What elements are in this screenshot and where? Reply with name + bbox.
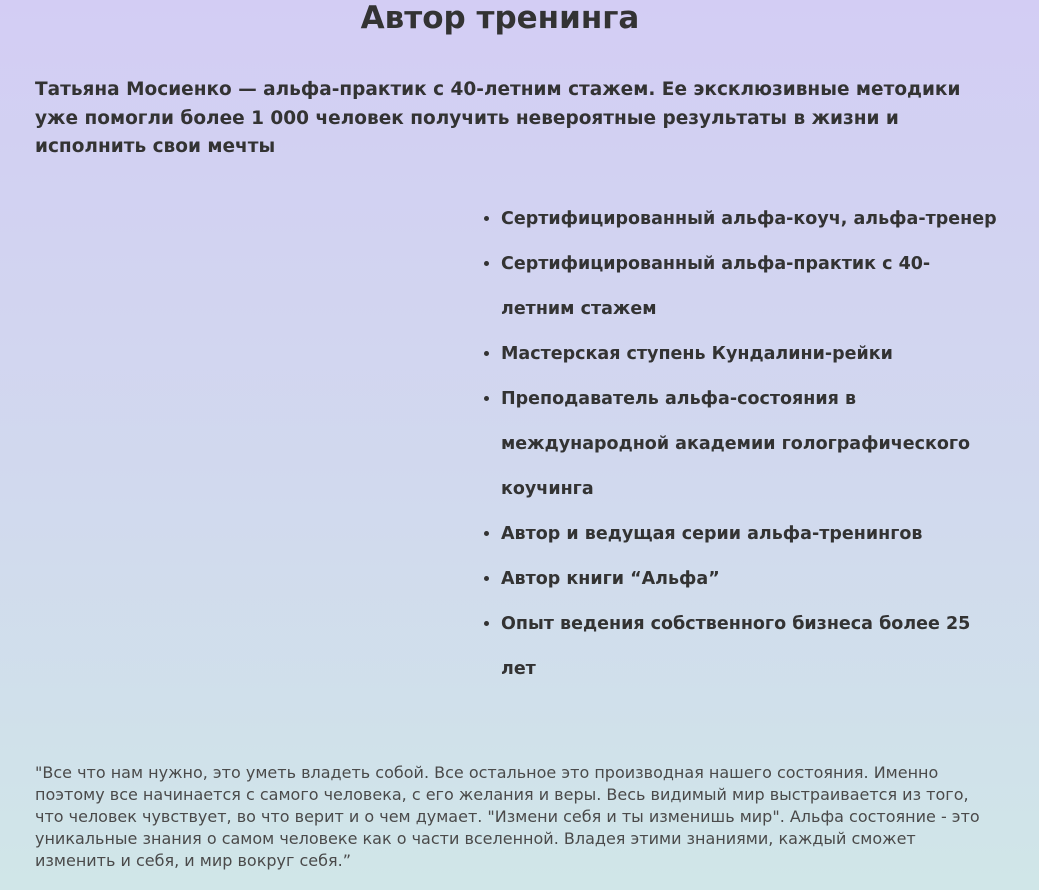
credential-item: • Автор и ведущая серии альфа-тренингов	[501, 512, 1001, 557]
credential-item: • Мастерская ступень Кундалини-рейки	[501, 332, 1001, 377]
author-intro: Татьяна Мосиенко — альфа-практик с 40-летним стажем. Ее эксклюзивные методики уже помогли более 1 000 человек получить невероятные результаты в жизни и исполнить свои мечты	[35, 79, 961, 157]
credential-item: • Сертифицированный альфа-практик с 40-летним стажем	[501, 242, 1001, 332]
credential-item: • Автор книги “Альфа”	[501, 557, 1001, 602]
credential-item: • Опыт ведения собственного бизнеса более 25 лет	[501, 602, 1001, 692]
credential-item: • Преподаватель альфа-состояния в международной академии голографического коучинга	[501, 377, 1001, 512]
author-quote: "Все что нам нужно, это уметь владеть собой. Все остальное это производная нашего состояния. Именно поэтому все начинается с самого человека, с его желания и веры. Весь видимый мир выстраивается из того, что человек чувствует, во что верит и о чем думает. "Измени себя и ты изменишь мир". Альфа состояние - это уникальные знания о самом человеке как о части вселенной. Владея этими знаниями, каждый сможет изменить и себя, и мир вокруг себя.”	[35, 763, 980, 870]
credentials-list	[482, 197, 1001, 692]
section-title: Автор тренинга	[360, 0, 640, 36]
credential-item: • Сертифицированный альфа-коуч, альфа-тренер	[501, 197, 1001, 242]
